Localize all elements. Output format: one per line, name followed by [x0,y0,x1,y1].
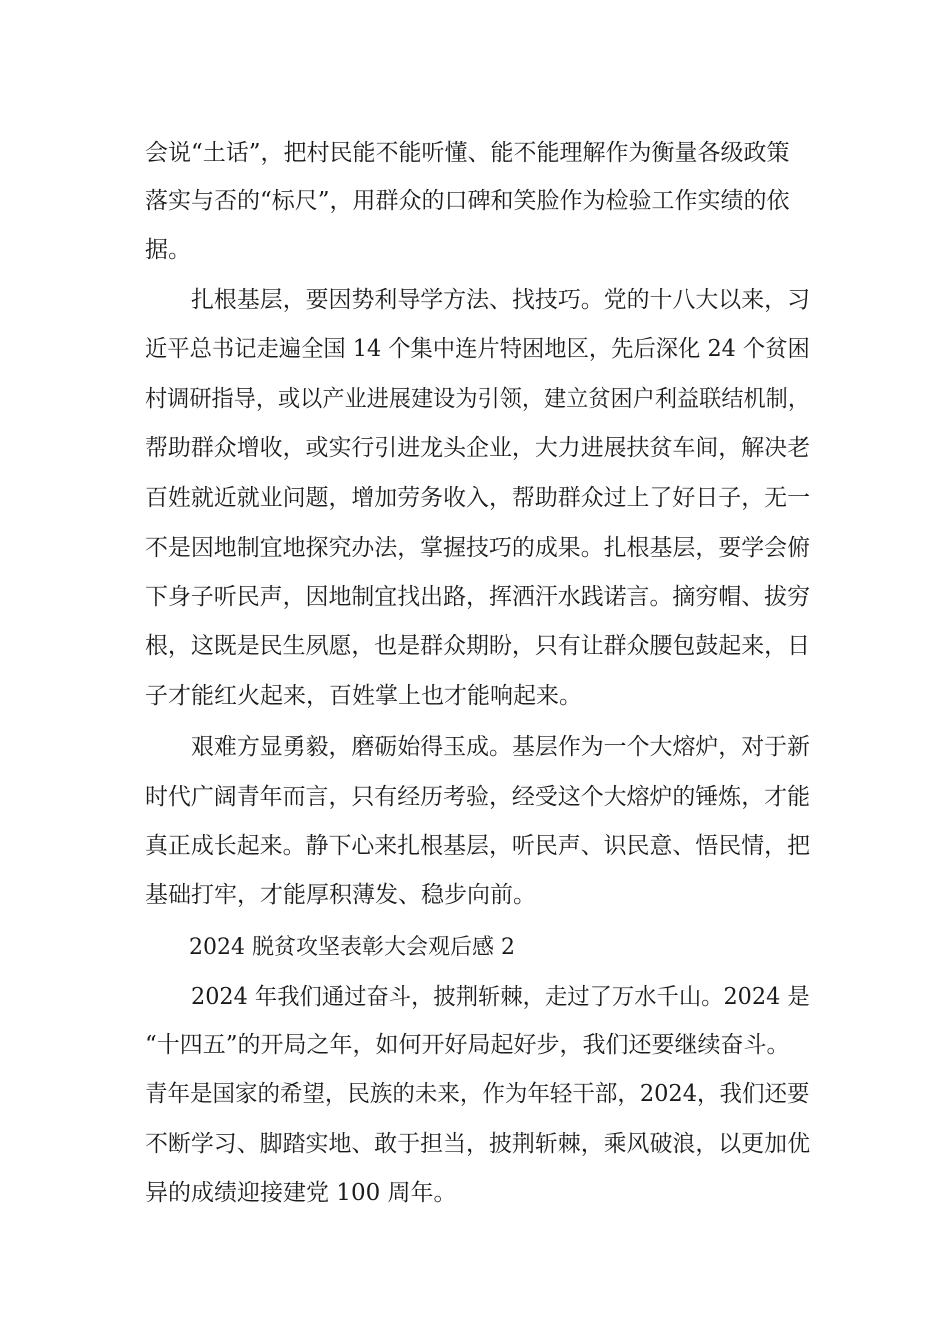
paragraph-line: “十四五”的开局之年，如何开好局起好步，我们还要继续奋斗。 [145,1032,790,1058]
paragraph-line: 真正成长起来。静下心来扎根基层，听民声、识民意、悟民情，把 [145,833,810,859]
paragraph-line: 青年是国家的希望，民族的未来，作为年轻干部，2024，我们还要 [145,1081,810,1107]
paragraph-line: 基础打牢，才能厚积薄发、稳步向前。 [145,882,536,908]
paragraph-line: 子才能红火起来，百姓掌上也才能响起来。 [145,683,582,709]
paragraph-line: 不断学习、脚踏实地、敢于担当，披荆斩棘，乘风破浪，以更加优 [145,1131,810,1157]
paragraph-line: 艰难方显勇毅，磨砺始得玉成。基层作为一个大熔炉，对于新 [191,734,811,760]
paragraph-line: 2024 年我们通过奋斗，披荆斩棘，走过了万水千山。2024 是 [191,984,810,1010]
paragraph-line: 扎根基层，要因势利导学方法、找技巧。党的十八大以来，习 [191,287,811,313]
paragraph-line: 据。 [145,237,191,263]
paragraph-line: 会说“土话”，把村民能不能听懂、能不能理解作为衡量各级政策 [145,140,790,166]
paragraph-line: 异的成绩迎接建党 100 周年。 [145,1180,457,1206]
paragraph-line: 根，这既是民生夙愿，也是群众期盼，只有让群众腰包鼓起来，日 [145,633,810,659]
paragraph-line: 下身子听民声，因地制宜找出路，挥洒汗水践诺言。摘穷帽、拔穷 [145,584,810,610]
paragraph-line: 时代广阔青年而言，只有经历考验，经受这个大熔炉的锤炼，才能 [145,784,810,810]
paragraph-line: 落实与否的“标尺”，用群众的口碑和笑脸作为检验工作实绩的依 [145,188,790,214]
paragraph-line: 不是因地制宜地探究办法，掌握技巧的成果。扎根基层，要学会俯 [145,535,810,561]
paragraph-line: 近平总书记走遍全国 14 个集中连片特困地区，先后深化 24 个贫困 [145,336,810,362]
paragraph-line: 百姓就近就业问题，增加劳务收入，帮助群众过上了好日子，无一 [145,485,810,511]
paragraph-line: 村调研指导，或以产业进展建设为引领，建立贫困户利益联结机制， [145,386,811,412]
paragraph-line: 帮助群众增收，或实行引进龙头企业，大力进展扶贫车间，解决老 [145,435,810,461]
section-heading: 2024 脱贫攻坚表彰大会观后感 2 [189,935,515,960]
